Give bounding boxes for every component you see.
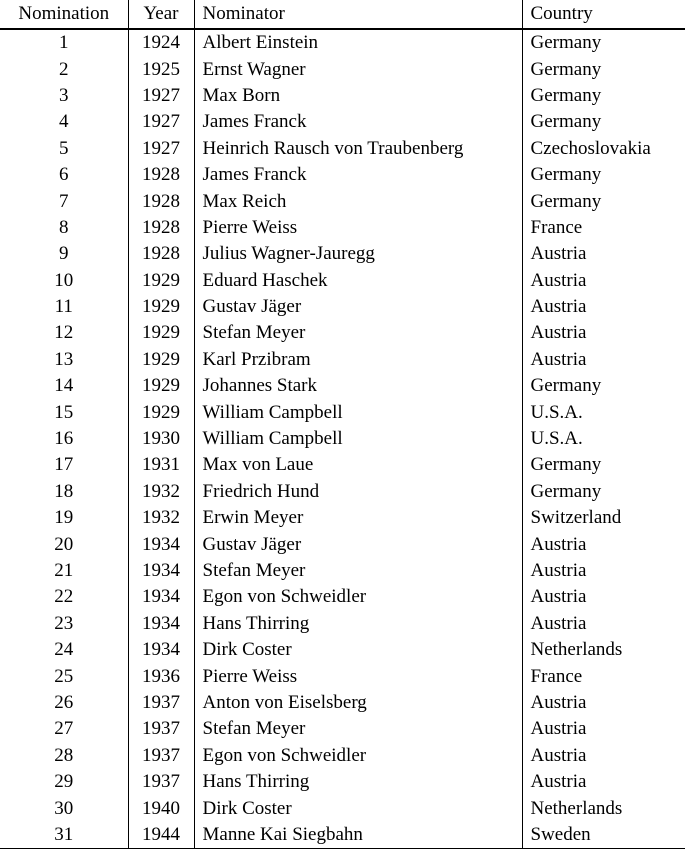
cell-year: 1931: [128, 452, 194, 478]
cell-nominator: Stefan Meyer: [194, 320, 522, 346]
cell-nominator: Dirk Coster: [194, 795, 522, 821]
cell-year: 1937: [128, 769, 194, 795]
table-row: [0, 611, 685, 637]
table-row: [0, 83, 685, 109]
cell-year: 1925: [128, 56, 194, 82]
cell-year: 1937: [128, 690, 194, 716]
table-row: [0, 373, 685, 399]
cell-nominator: Albert Einstein: [194, 29, 522, 56]
cell-country: France: [522, 663, 685, 689]
cell-year: 1929: [128, 399, 194, 425]
cell-nominator: Ernst Wagner: [194, 56, 522, 82]
cell-country: U.S.A.: [522, 399, 685, 425]
cell-year: 1934: [128, 531, 194, 557]
table-row: [0, 188, 685, 214]
table-row: [0, 426, 685, 452]
cell-nomination: 25: [0, 663, 128, 689]
cell-year: 1940: [128, 795, 194, 821]
cell-nomination: 1: [0, 29, 128, 56]
cell-country: Netherlands: [522, 637, 685, 663]
cell-nominator: Eduard Haschek: [194, 268, 522, 294]
cell-country: Austria: [522, 320, 685, 346]
cell-nomination: 6: [0, 162, 128, 188]
cell-nomination: 19: [0, 505, 128, 531]
cell-nomination: 23: [0, 611, 128, 637]
cell-nomination: 8: [0, 215, 128, 241]
cell-nomination: 17: [0, 452, 128, 478]
cell-country: Switzerland: [522, 505, 685, 531]
cell-year: 1929: [128, 320, 194, 346]
cell-year: 1929: [128, 373, 194, 399]
table-row: [0, 29, 685, 56]
cell-year: 1930: [128, 426, 194, 452]
cell-nomination: 18: [0, 479, 128, 505]
cell-nominator: Erwin Meyer: [194, 505, 522, 531]
cell-nomination: 27: [0, 716, 128, 742]
cell-nominator: Hans Thirring: [194, 769, 522, 795]
table-row: [0, 505, 685, 531]
cell-country: Austria: [522, 531, 685, 557]
cell-country: Austria: [522, 716, 685, 742]
cell-nomination: 3: [0, 83, 128, 109]
cell-nomination: 30: [0, 795, 128, 821]
cell-nominator: Max Born: [194, 83, 522, 109]
cell-nomination: 4: [0, 109, 128, 135]
table-row: [0, 637, 685, 663]
table-row: [0, 479, 685, 505]
cell-nominator: James Franck: [194, 109, 522, 135]
cell-country: Germany: [522, 109, 685, 135]
cell-country: Austria: [522, 241, 685, 267]
cell-nominator: Egon von Schweidler: [194, 584, 522, 610]
cell-country: Austria: [522, 268, 685, 294]
table-row: [0, 795, 685, 821]
cell-year: 1927: [128, 136, 194, 162]
table-row: [0, 452, 685, 478]
header-country: Country: [522, 0, 685, 29]
table-row: [0, 399, 685, 425]
cell-year: 1928: [128, 162, 194, 188]
cell-nominator: Dirk Coster: [194, 637, 522, 663]
table-row: [0, 558, 685, 584]
cell-nominator: Gustav Jäger: [194, 531, 522, 557]
header-row: [0, 0, 685, 29]
cell-country: Netherlands: [522, 795, 685, 821]
cell-nominator: Gustav Jäger: [194, 294, 522, 320]
cell-nominator: Manne Kai Siegbahn: [194, 822, 522, 849]
cell-nominator: Egon von Schweidler: [194, 743, 522, 769]
cell-nomination: 9: [0, 241, 128, 267]
cell-country: U.S.A.: [522, 426, 685, 452]
cell-nomination: 29: [0, 769, 128, 795]
table-row: [0, 584, 685, 610]
cell-nomination: 24: [0, 637, 128, 663]
cell-year: 1928: [128, 188, 194, 214]
cell-year: 1929: [128, 268, 194, 294]
table-body: [0, 29, 685, 849]
cell-year: 1934: [128, 584, 194, 610]
table-row: [0, 136, 685, 162]
cell-country: Austria: [522, 769, 685, 795]
cell-year: 1934: [128, 611, 194, 637]
cell-nomination: 20: [0, 531, 128, 557]
table-row: [0, 56, 685, 82]
table-row: [0, 268, 685, 294]
cell-year: 1932: [128, 505, 194, 531]
cell-nominator: Heinrich Rausch von Traubenberg: [194, 136, 522, 162]
table-row: [0, 109, 685, 135]
cell-nomination: 26: [0, 690, 128, 716]
table-header: [0, 0, 685, 29]
cell-nominator: Karl Przibram: [194, 347, 522, 373]
cell-year: 1924: [128, 29, 194, 56]
table-row: [0, 320, 685, 346]
cell-nomination: 28: [0, 743, 128, 769]
cell-year: 1932: [128, 479, 194, 505]
cell-country: Austria: [522, 690, 685, 716]
cell-country: France: [522, 215, 685, 241]
table-row: [0, 822, 685, 849]
table-row: [0, 743, 685, 769]
cell-country: Germany: [522, 452, 685, 478]
cell-country: Germany: [522, 29, 685, 56]
cell-nominator: Stefan Meyer: [194, 716, 522, 742]
cell-year: 1937: [128, 743, 194, 769]
cell-country: Austria: [522, 347, 685, 373]
cell-nomination: 7: [0, 188, 128, 214]
cell-nomination: 13: [0, 347, 128, 373]
table-row: [0, 769, 685, 795]
cell-nominator: Friedrich Hund: [194, 479, 522, 505]
cell-country: Austria: [522, 584, 685, 610]
cell-nominator: Max Reich: [194, 188, 522, 214]
table-row: [0, 663, 685, 689]
table-row: [0, 294, 685, 320]
cell-nomination: 15: [0, 399, 128, 425]
cell-nominator: James Franck: [194, 162, 522, 188]
cell-country: Austria: [522, 558, 685, 584]
cell-year: 1929: [128, 347, 194, 373]
cell-country: Austria: [522, 611, 685, 637]
cell-country: Czechoslovakia: [522, 136, 685, 162]
header-year: Year: [128, 0, 194, 29]
cell-year: 1928: [128, 241, 194, 267]
cell-year: 1936: [128, 663, 194, 689]
cell-nominator: Max von Laue: [194, 452, 522, 478]
cell-country: Germany: [522, 56, 685, 82]
cell-nominator: Pierre Weiss: [194, 663, 522, 689]
table-row: [0, 716, 685, 742]
header-nomination: Nomination: [0, 0, 128, 29]
cell-year: 1927: [128, 83, 194, 109]
cell-year: 1928: [128, 215, 194, 241]
cell-nomination: 11: [0, 294, 128, 320]
table-row: [0, 162, 685, 188]
cell-country: Germany: [522, 479, 685, 505]
cell-nomination: 31: [0, 822, 128, 849]
cell-year: 1927: [128, 109, 194, 135]
cell-year: 1937: [128, 716, 194, 742]
table-row: [0, 690, 685, 716]
cell-nominator: Stefan Meyer: [194, 558, 522, 584]
cell-nomination: 2: [0, 56, 128, 82]
cell-country: Austria: [522, 743, 685, 769]
header-nominator: Nominator: [194, 0, 522, 29]
cell-nomination: 5: [0, 136, 128, 162]
cell-nomination: 22: [0, 584, 128, 610]
table-row: [0, 215, 685, 241]
table-row: [0, 347, 685, 373]
cell-nomination: 10: [0, 268, 128, 294]
table-row: [0, 531, 685, 557]
cell-nomination: 21: [0, 558, 128, 584]
cell-country: Sweden: [522, 822, 685, 849]
cell-country: Germany: [522, 162, 685, 188]
cell-nominator: Julius Wagner-Jauregg: [194, 241, 522, 267]
cell-nominator: Johannes Stark: [194, 373, 522, 399]
cell-country: Austria: [522, 294, 685, 320]
cell-country: Germany: [522, 188, 685, 214]
cell-nomination: 12: [0, 320, 128, 346]
cell-nomination: 14: [0, 373, 128, 399]
cell-country: Germany: [522, 373, 685, 399]
cell-nominator: Pierre Weiss: [194, 215, 522, 241]
cell-nominator: William Campbell: [194, 426, 522, 452]
cell-nominator: William Campbell: [194, 399, 522, 425]
cell-nominator: Hans Thirring: [194, 611, 522, 637]
cell-nomination: 16: [0, 426, 128, 452]
table-row: [0, 241, 685, 267]
cell-year: 1929: [128, 294, 194, 320]
cell-year: 1944: [128, 822, 194, 849]
cell-country: Germany: [522, 83, 685, 109]
cell-year: 1934: [128, 637, 194, 663]
cell-nominator: Anton von Eiselsberg: [194, 690, 522, 716]
cell-year: 1934: [128, 558, 194, 584]
